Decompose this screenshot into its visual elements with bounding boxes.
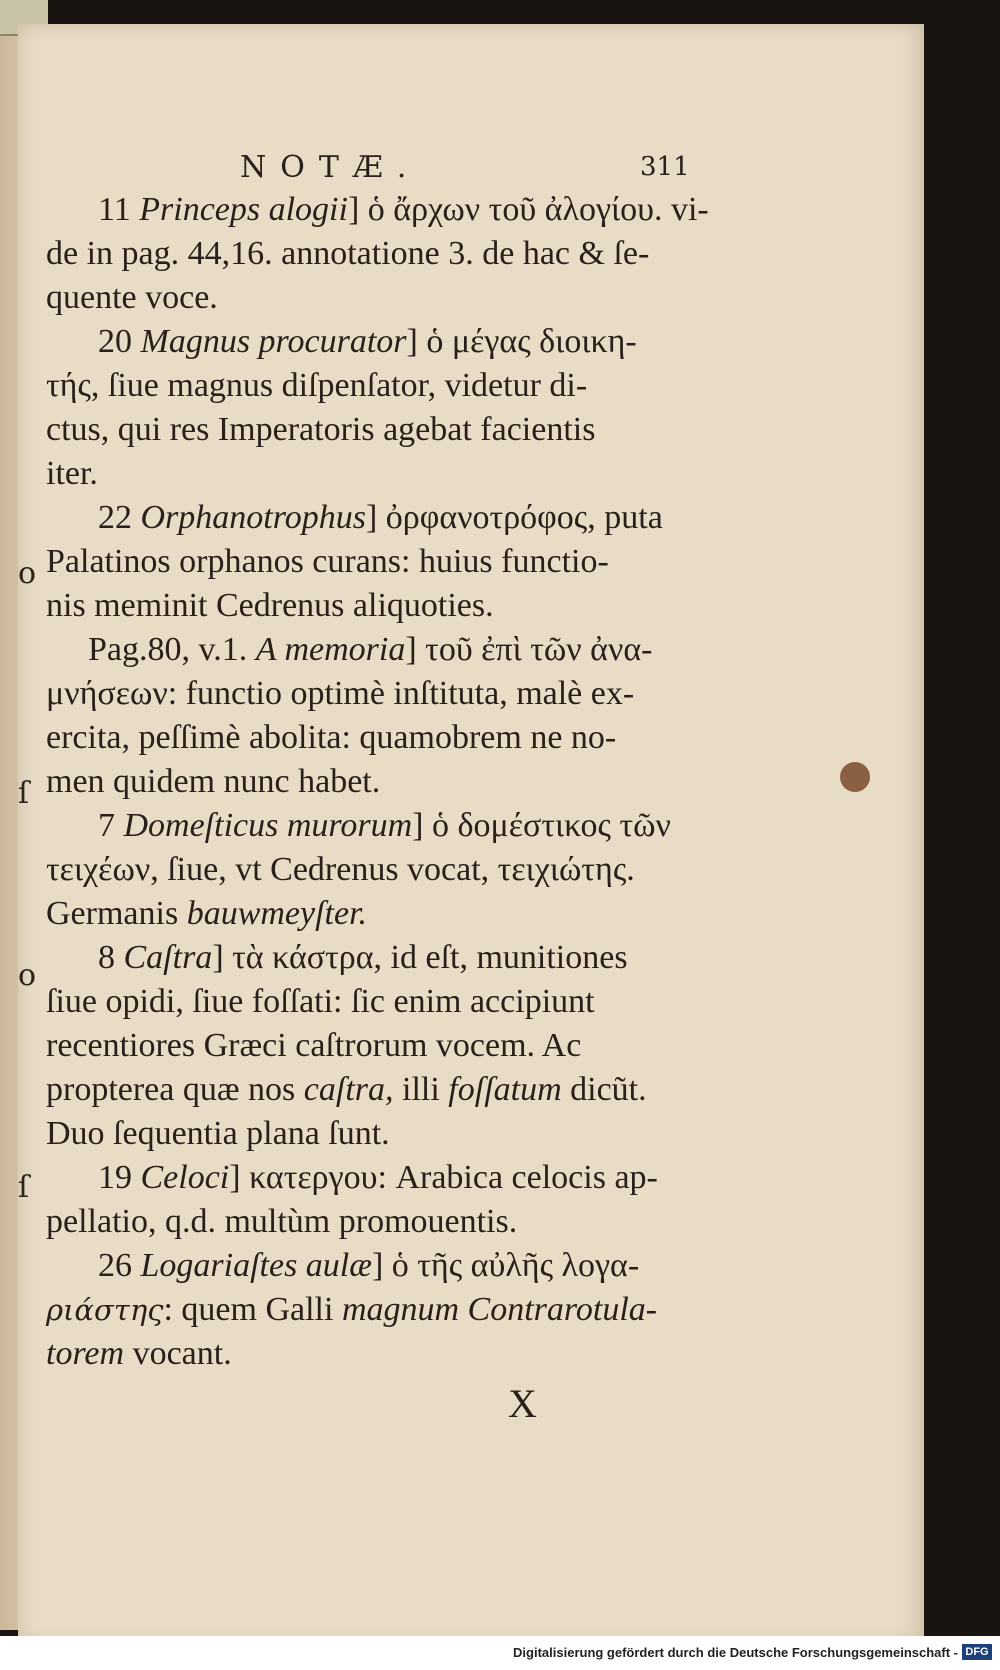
text-line <box>46 1156 686 1200</box>
note-paragraph <box>46 1156 686 1244</box>
line-text: ] ὁ τῆς αὐλῆς λογα- <box>371 1247 640 1284</box>
italic-term: bauwmeyſter. <box>186 895 368 932</box>
text-line <box>46 1332 686 1376</box>
line-text: illi <box>393 1071 449 1108</box>
text-line: de in pag. 44,16. annotatione 3. de hac & ſe- <box>46 235 650 272</box>
line-text: ] ὀρφανοτρόφος, puta <box>365 499 663 536</box>
margin-mark: ſ <box>18 776 30 811</box>
text-line: ſiue opidi, ſiue foſſati: ſic enim accipiunt <box>46 983 595 1020</box>
margin-mark: ſ <box>18 1170 30 1205</box>
text-line <box>46 892 686 936</box>
text-line: Duo ſequentia plana ſunt. <box>46 1115 390 1152</box>
note-paragraph <box>46 188 709 320</box>
page-header <box>18 150 924 190</box>
lemma: A memoria <box>255 631 406 668</box>
lemma: Caſtra <box>123 939 213 976</box>
lemma: Logariaſtes aulæ <box>140 1247 372 1284</box>
line-reference: 19 <box>98 1159 132 1196</box>
footer-bar <box>0 1636 1000 1670</box>
line-text: ] ὁ δομέστικος τῶν <box>412 807 671 844</box>
line-text: : quem Galli <box>163 1291 342 1328</box>
text-line <box>46 496 686 540</box>
text-line: τής, ſiue magnus diſpenſator, videtur di- <box>46 367 588 404</box>
footer-credit: Digitalisierung gefördert durch die Deutsche Forschungsgemeinschaft - <box>513 1645 958 1660</box>
italic-term: caſtra, <box>303 1071 394 1108</box>
dfg-logo: DFG <box>962 1644 992 1660</box>
page-body <box>46 188 709 1376</box>
text-line <box>46 936 686 980</box>
text-line: men quidem nunc habet. <box>46 763 381 800</box>
note-paragraph <box>46 320 686 496</box>
text-line <box>46 320 686 364</box>
line-text: ] τοῦ ἐπὶ τῶν ἀνα- <box>405 631 653 668</box>
text-line: quente voce. <box>46 279 218 316</box>
text-line: τειχέων, ſiue, vt Cedrenus vocat, τειχιώτης. <box>46 851 635 888</box>
text-line: ercita, peſſimè abolita: quamobrem ne no- <box>46 719 617 756</box>
italic-term: foſſatum <box>448 1071 562 1108</box>
note-paragraph <box>46 1244 686 1376</box>
line-reference: Pag.80, v.1. <box>88 631 248 668</box>
line-text: ] ὁ ἄρχων τοῦ ἀλογίου. vi- <box>347 191 709 228</box>
margin-mark: o <box>18 556 37 591</box>
line-text: Germanis <box>46 895 187 932</box>
line-reference: 22 <box>98 499 132 536</box>
line-text: ] κατεργου: Arabica celocis ap- <box>229 1159 658 1196</box>
text-line <box>46 1288 686 1332</box>
line-reference: 20 <box>98 323 132 360</box>
line-reference: 26 <box>98 1247 132 1284</box>
lemma: Celoci <box>140 1159 230 1196</box>
text-line <box>46 804 686 848</box>
line-text: ] ὁ μέγας διοικη- <box>406 323 637 360</box>
text-line: pellatio, q.d. multùm promouentis. <box>46 1203 518 1240</box>
line-text: vocant. <box>124 1335 232 1372</box>
text-line <box>46 1244 686 1288</box>
note-paragraph <box>46 804 686 936</box>
lemma: Princeps alogii <box>139 191 348 228</box>
text-line: nis meminit Cedrenus aliquoties. <box>46 587 494 624</box>
text-line: ctus, qui res Imperatoris agebat facientis <box>46 411 596 448</box>
text-line <box>46 628 686 672</box>
line-reference: 7 <box>98 807 115 844</box>
line-text: dicũt. <box>561 1071 647 1108</box>
italic-term: torem <box>46 1335 125 1372</box>
text-line: iter. <box>46 455 98 492</box>
line-text: propterea quæ nos <box>46 1071 304 1108</box>
page-number: 311 <box>640 152 690 182</box>
text-line: recentiores Græci caſtrorum vocem. Ac <box>46 1027 582 1064</box>
book-page <box>18 24 924 1644</box>
note-paragraph <box>46 628 686 804</box>
note-paragraph <box>46 496 686 628</box>
note-paragraph <box>46 936 686 1156</box>
text-line <box>46 1068 686 1112</box>
text-line: Palatinos orphanos curans: huius functio- <box>46 543 609 580</box>
greek-term: ριάστης <box>46 1293 164 1327</box>
ink-stain <box>840 762 870 792</box>
line-reference: 11 <box>98 191 131 228</box>
text-line <box>46 188 709 232</box>
text-line: μνήσεων: functio optimè inſtituta, malè ex- <box>46 675 635 712</box>
lemma: Magnus procurator <box>140 323 407 360</box>
signature-mark: X <box>508 1381 537 1426</box>
lemma: Orphanotrophus <box>140 499 366 536</box>
line-reference: 8 <box>98 939 115 976</box>
margin-mark: o <box>18 958 37 993</box>
running-head: NOTÆ. <box>240 150 421 185</box>
lemma: Domeſticus murorum <box>123 807 413 844</box>
line-text: ] τὰ κάστρα, id eſt, munitiones <box>212 939 628 976</box>
italic-term: magnum Contrarotula- <box>341 1291 658 1328</box>
